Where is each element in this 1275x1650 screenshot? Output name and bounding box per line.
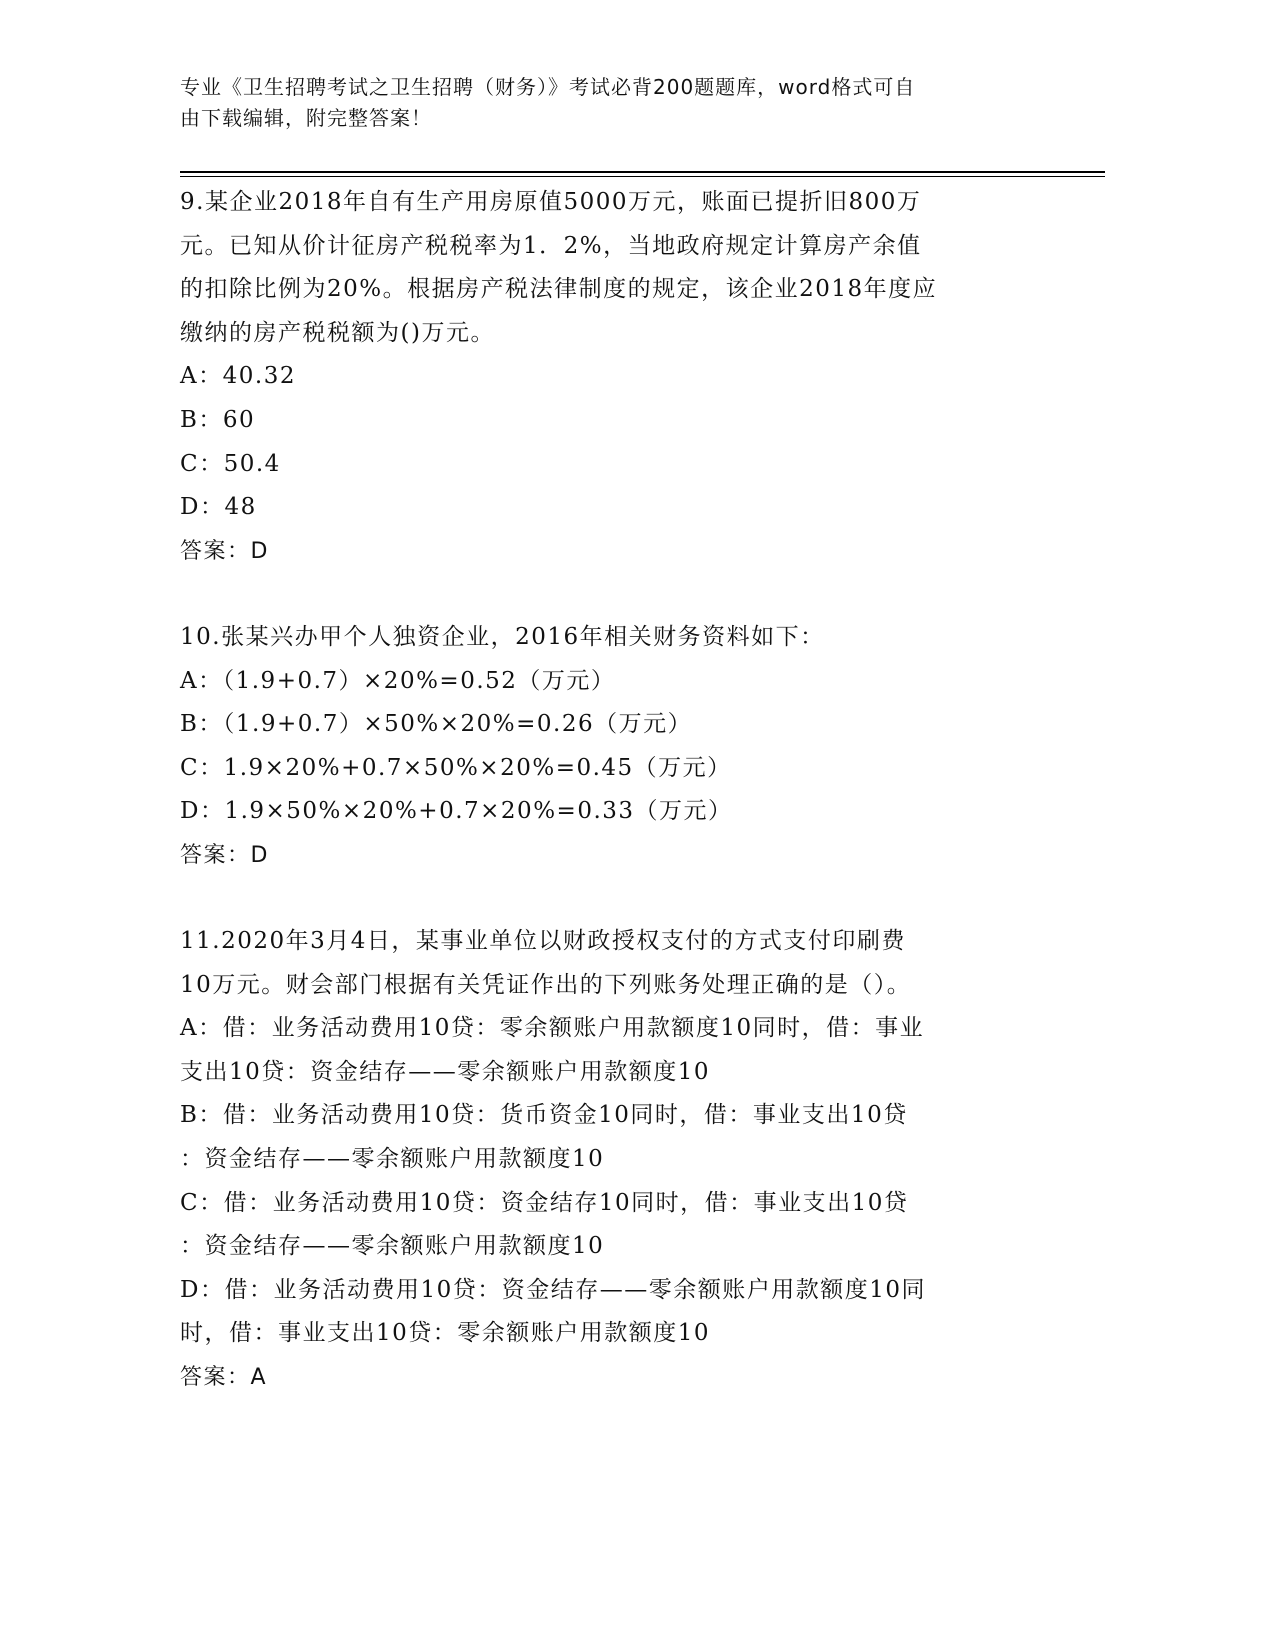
question-stem: 9.某企业2018年自有生产用房原值5000万元，账面已提折旧800万 bbox=[180, 189, 922, 215]
header-line: 由下载编辑，附完整答案！ bbox=[180, 106, 432, 130]
option-a: A：（1.9+0.7）×20%=0.52（万元） bbox=[180, 667, 616, 694]
option-c: C：50.4 bbox=[180, 450, 281, 477]
option-b: B：60 bbox=[180, 406, 256, 433]
option-a: A：40.32 bbox=[180, 363, 296, 390]
question-10 bbox=[180, 616, 1060, 878]
question-stem: 10万元。财会部门根据有关凭证作出的下列账务处理正确的是（）。 bbox=[180, 971, 912, 998]
question-stem: 元。已知从价计征房产税税率为1．2%，当地政府规定计算房产余值 bbox=[180, 232, 922, 259]
answer: 答案：D bbox=[180, 538, 269, 564]
option-c-cont: ：资金结存——零余额账户用款额度10 bbox=[180, 1233, 605, 1260]
question-stem: 的扣除比例为20%。根据房产税法律制度的规定，该企业2018年度应 bbox=[180, 276, 938, 303]
answer: 答案：D bbox=[180, 842, 269, 868]
option-a-cont: 支出10贷：资金结存——零余额账户用款额度10 bbox=[180, 1058, 711, 1085]
option-b-cont: ：资金结存——零余额账户用款额度10 bbox=[180, 1145, 605, 1172]
option-b: B：（1.9+0.7）×50%×20%=0.26（万元） bbox=[180, 711, 693, 738]
question-stem: 11.2020年3月4日，某事业单位以财政授权支付的方式支付印刷费 bbox=[180, 928, 906, 954]
question-stem: 10.张某兴办甲个人独资企业，2016年相关财务资料如下： bbox=[180, 624, 825, 650]
question-stem: 缴纳的房产税税额为()万元。 bbox=[180, 319, 495, 346]
question-11 bbox=[180, 920, 1060, 1400]
option-d: D：借：业务活动费用10贷：资金结存——零余额账户用款额度10同 bbox=[180, 1276, 926, 1303]
header-line: 专业《卫生招聘考试之卫生招聘（财务）》考试必背200题题库，word格式可自 bbox=[180, 75, 916, 99]
option-a: A：借：业务活动费用10贷：零余额账户用款额度10同时，借：事业 bbox=[180, 1015, 925, 1042]
question-9 bbox=[180, 181, 1060, 573]
option-d-cont: 时，借：事业支出10贷：零余额账户用款额度10 bbox=[180, 1320, 711, 1347]
option-b: B：借：业务活动费用10贷：货币资金10同时，借：事业支出10贷 bbox=[180, 1102, 908, 1129]
document-header bbox=[180, 72, 1030, 134]
option-d: D：48 bbox=[180, 494, 257, 521]
header-divider bbox=[180, 171, 1105, 173]
option-d: D：1.9×50%×20%+0.7×20%=0.33（万元） bbox=[180, 798, 733, 825]
option-c: C：1.9×20%+0.7×50%×20%=0.45（万元） bbox=[180, 754, 732, 781]
header-divider-thin bbox=[180, 176, 1105, 177]
option-c: C：借：业务活动费用10贷：资金结存10同时，借：事业支出10贷 bbox=[180, 1189, 909, 1216]
answer: 答案：A bbox=[180, 1364, 268, 1390]
